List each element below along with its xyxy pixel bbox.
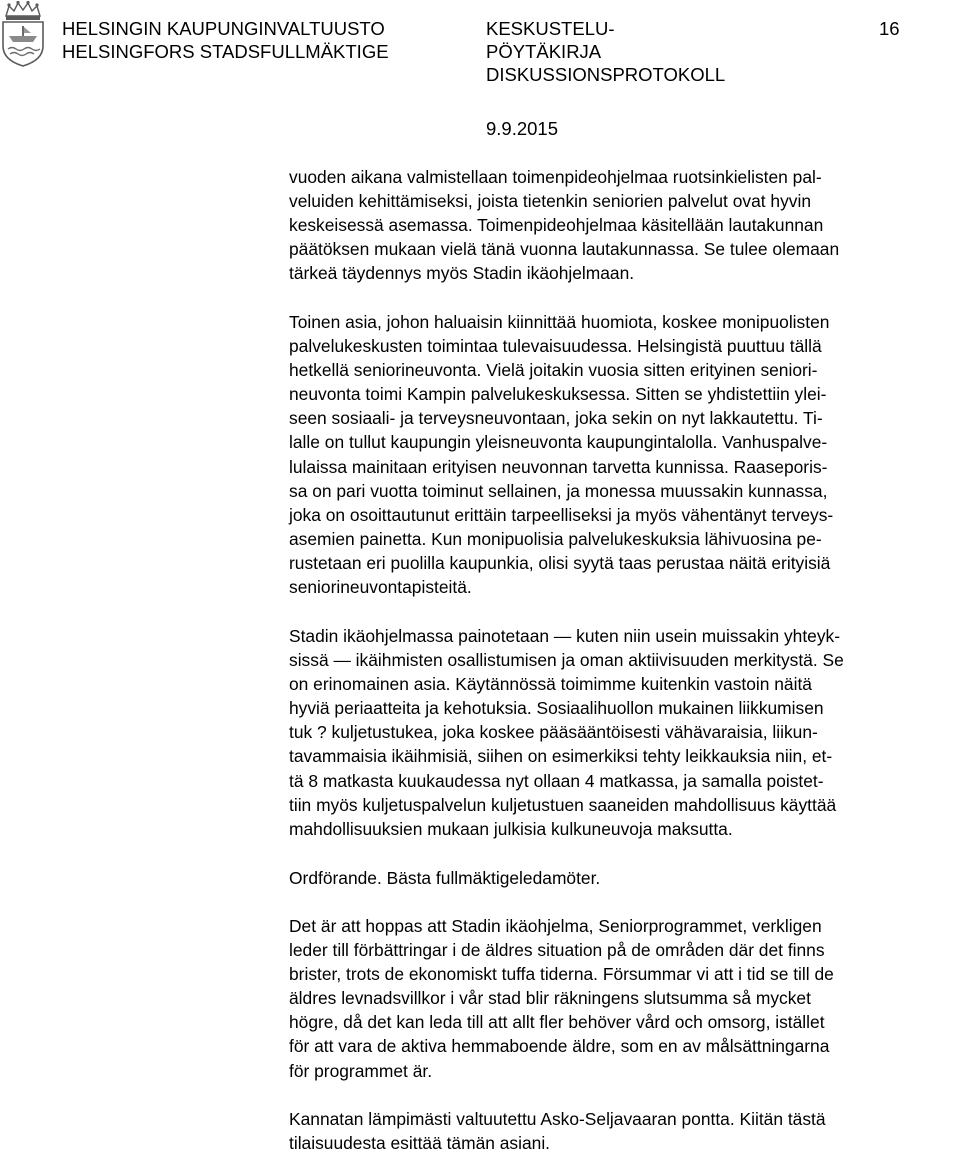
text-line: tilaisuudesta esittää tämän asiani.: [289, 1133, 551, 1154]
text-line: neuvonta toimi Kampin palvelukeskuksessa. Sitten se yhdistettiin ylei-: [289, 384, 827, 405]
text-line: keskeisessä asemassa. Toimenpideohjelmaa käsitellään lautakunnan: [289, 215, 824, 236]
text-line: högre, då det kan leda till att allt fler behöver vård och omsorg, istället: [289, 1012, 825, 1033]
text-line: äldres levnadsvillkor i vår stad blir räkningens slutsumma så mycket: [289, 988, 811, 1009]
text-line: tiin myös kuljetuspalvelun kuljetustuen saaneiden mahdollisuus käyttää: [289, 794, 837, 815]
text-line: mahdollisuuksien mukaan julkisia kulkuneuvoja maksutta.: [289, 818, 733, 839]
text-line: tavammaisia ikäihmisiä, siihen on esimerkiksi tehty leikkauksia niin, et-: [289, 746, 833, 767]
document-type-line: KESKUSTELU-: [486, 18, 615, 39]
meeting-date: 9.9.2015: [486, 118, 559, 139]
text-line: hyviä periaatteita ja kehotuksia. Sosiaalihuollon mukainen liikkumisen: [289, 698, 824, 719]
paragraph: [289, 165, 955, 285]
text-line: palvelukeskusten toimintaa tulevaisuudessa. Helsingistä puuttuu tällä: [289, 336, 822, 357]
paragraph: [289, 624, 955, 841]
text-line: hetkellä seniorineuvonta. Vielä joitakin vuosia sitten erityinen seniori-: [289, 360, 818, 381]
text-line: för programmet är.: [289, 1060, 433, 1081]
text-line: tärkeä täydennys myös Stadin ikäohjelmaan.: [289, 263, 635, 284]
paragraph: [289, 914, 955, 1083]
text-line: Det är att hoppas att Stadin ikäohjelma, Seniorprogrammet, verkligen: [289, 916, 822, 936]
text-line: tuk ? kuljetustukea, joka koskee pääsääntöisesti vähävaraisia, liikun-: [289, 722, 818, 743]
text-line: lalle on tullut kaupungin yleisneuvonta kaupungintalolla. Vanhuspalve-: [289, 432, 828, 453]
text-line: Kannatan lämpimästi valtuutettu Asko-Seljavaaran pontta. Kiitän tästä: [289, 1109, 826, 1129]
text-line: rustetaan eri puolilla kaupunkia, olisi syytä taas perustaa näitä erityisiä: [289, 552, 831, 573]
text-line: för att vara de aktiva hemmaboende äldre, som en av målsättningarna: [289, 1036, 830, 1057]
text-line: sa on pari vuotta toiminut sellainen, ja monessa muussakin kunnassa,: [289, 480, 828, 501]
page-number: 16: [879, 18, 900, 39]
text-line: veluiden kehittämiseksi, joista tietenkin seniorien palvelut ovat hyvin: [289, 191, 811, 212]
helsinki-coat-of-arms-icon: [0, 0, 46, 68]
text-line: päätöksen mukaan vielä tänä vuonna lautakunnassa. Se tulee olemaan: [289, 239, 840, 260]
organization-header: [62, 17, 389, 63]
organization-name-fi: HELSINGIN KAUPUNGINVALTUUSTO: [62, 18, 385, 39]
text-line: leder till förbättringar i de äldres situation på de områden där det finns: [289, 940, 825, 961]
text-line: lulaissa mainitaan erityisen neuvonnan tarvetta kunnissa. Raaseporis-: [289, 456, 828, 477]
text-line: Ordförande. Bästa fullmäktigeledamöter.: [289, 868, 601, 888]
text-line: tä 8 matkasta kuukaudessa nyt ollaan 4 matkassa, ja samalla poistet-: [289, 770, 824, 791]
text-line: joka on osoittautunut erittäin tarpeelliseksi ja myös vähentänyt terveys-: [289, 504, 834, 525]
text-line: seen sosiaali- ja terveysneuvontaan, joka sekin on nyt lakkautettu. Ti-: [289, 408, 823, 429]
text-line: seniorineuvontapisteitä.: [289, 577, 472, 598]
paragraph: [289, 310, 955, 599]
document-type-line: PÖYTÄKIRJA: [486, 41, 602, 62]
text-line: sissä — ikäihmisten osallistumisen ja oman aktiivisuuden merkitystä. Se: [289, 650, 844, 671]
text-line: on erinomainen asia. Käytännössä toimimme kuitenkin vastoin näitä: [289, 674, 812, 695]
text-line: vuoden aikana valmistellaan toimenpideohjelmaa ruotsinkielisten pal-: [289, 167, 822, 187]
document-type-line: DISKUSSIONSPROTOKOLL: [486, 64, 726, 85]
organization-name-sv: HELSINGFORS STADSFULLMÄKTIGE: [62, 41, 389, 62]
document-type-header: [486, 17, 725, 86]
text-line: brister, trots de ekonomiskt tuffa tiderna. Försummar vi att i tid se till de: [289, 964, 834, 985]
text-line: Stadin ikäohjelmassa painotetaan — kuten niin usein muissakin yhteyk-: [289, 626, 841, 646]
paragraph: [289, 866, 955, 890]
text-line: Toinen asia, johon haluaisin kiinnittää huomiota, koskee monipuolisten: [289, 312, 830, 332]
paragraph: [289, 1107, 955, 1155]
text-line: asemien painetta. Kun monipuolisia palvelukeskuksia lähivuosina pe-: [289, 528, 822, 549]
